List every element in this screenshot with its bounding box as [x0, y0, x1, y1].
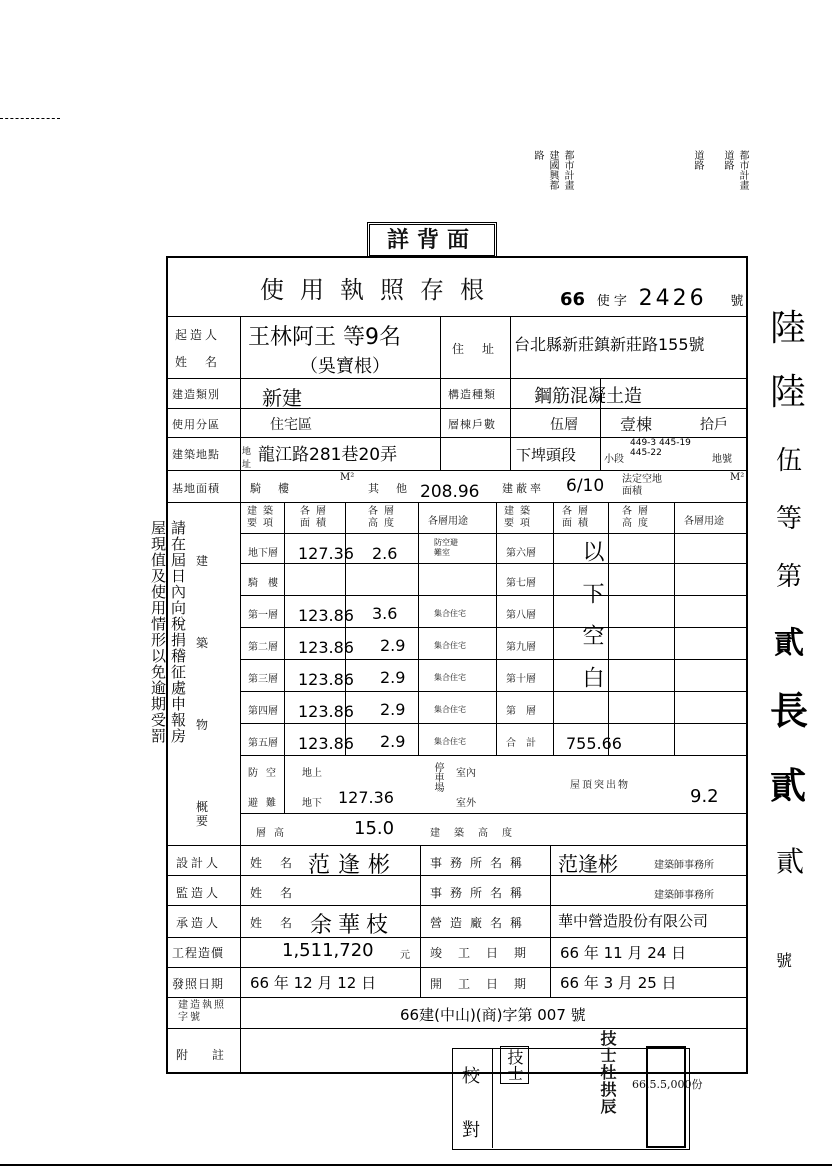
floor-height: 2.9 — [380, 732, 406, 751]
refuge-sub: 地下 — [302, 798, 322, 809]
floor-area: 123.86 — [298, 702, 354, 721]
upper-floor-name: 第六層 — [506, 548, 536, 559]
contractor-firm-label: 營造廠名稱 — [430, 916, 531, 930]
floor-name: 第三層 — [248, 674, 278, 685]
supervisor-office-label: 事務所名稱 — [430, 886, 531, 900]
total-label: 合 計 — [506, 738, 536, 749]
right-top-stamp-line: 道路 — [692, 150, 703, 170]
side-char: 概 — [196, 800, 209, 814]
upper-floor-name: 第九層 — [506, 642, 536, 653]
start-label: 開工日期 — [430, 977, 543, 991]
building-height-label: 建築高度 — [430, 828, 526, 839]
issue-label: 發照日期 — [172, 977, 225, 991]
detail-back-tag — [367, 222, 497, 258]
tech-label: 技士 — [500, 1046, 529, 1084]
parking-in: 室內 — [456, 768, 476, 779]
arcade-unit: M² — [340, 472, 355, 483]
coverage-label: 建蔽率 — [502, 482, 544, 495]
floor-height-value: 15.0 — [354, 818, 395, 839]
right-margin-char: 陸 — [770, 308, 807, 349]
floor-use: 集合住宅 — [434, 609, 466, 618]
type-label: 建造類別 — [172, 388, 220, 401]
side-char: 建 — [196, 554, 209, 568]
right-top-stamp-line: 都市計畫道路 — [722, 150, 748, 190]
floor-name: 第一層 — [248, 610, 278, 621]
hdr-item-right: 建築要項 — [504, 506, 536, 529]
builder-name: 王林阿王 等9名 — [248, 325, 401, 350]
builder-label-1: 起造人 — [175, 328, 221, 342]
cost-label: 工程造價 — [172, 946, 225, 960]
floors-value: 伍層 — [550, 417, 578, 433]
designer-name-label: 姓 名 — [250, 856, 296, 870]
floor-area: 123.86 — [298, 638, 354, 657]
floor-area: 123.86 — [298, 670, 354, 689]
floor-area: 123.86 — [298, 606, 354, 625]
shelter-sub: 地上 — [302, 768, 322, 779]
designer-reg: 建築師事務所 — [654, 860, 714, 871]
permit-number-char: 使 字 — [596, 294, 627, 309]
total-value: 755.66 — [566, 734, 622, 753]
right-top-stamp — [530, 150, 750, 190]
hdr-area-left: 各層面積 — [300, 506, 332, 529]
location-label: 建築地點 — [172, 448, 220, 461]
issue-value: 66 年 12 月 12 日 — [250, 974, 377, 992]
location-value: 龍江路281巷20弄 — [258, 445, 398, 465]
seal-stamp — [646, 1046, 686, 1148]
land-subsection: 小段 — [604, 454, 624, 465]
land-numbers: 449-3 445-19 445-22 — [630, 438, 691, 458]
unit-count: 拾戶 — [700, 417, 728, 433]
refuge-label: 避難 — [248, 798, 284, 809]
address-value: 台北縣新莊鎮新莊路155號 — [514, 335, 705, 354]
contractor-firm: 華中營造股份有限公司 — [558, 912, 709, 930]
floor-name: 第四層 — [248, 706, 278, 717]
form-title-text: 使用執照存根 — [260, 276, 500, 304]
upper-floor-name: 第七層 — [506, 578, 536, 589]
permit-number-prefix: 66 — [560, 289, 586, 310]
parking-label: 停車場 — [432, 762, 443, 792]
shelter-label: 防空 — [248, 768, 284, 779]
cost-value: 1,511,720 — [282, 940, 374, 961]
left-note-col2: 屋現值及使用情形以免逾期受罰 — [149, 520, 167, 744]
complete-label: 竣工日期 — [430, 946, 543, 960]
floor-height: 2.9 — [380, 636, 406, 655]
designer-name: 范逢彬 — [308, 853, 399, 878]
floor-use: 集合住宅 — [434, 737, 466, 746]
below-blank-note: 以下空白 — [579, 540, 604, 708]
refuge-value: 127.36 — [338, 788, 394, 807]
coverage-value: 6/10 — [566, 476, 605, 496]
permit-label: 建造執照字號 — [178, 1000, 226, 1023]
designer-label: 設計人 — [176, 856, 222, 870]
floor-use: 防空避難室 — [434, 538, 458, 557]
roof-label: 屋頂突出物 — [570, 780, 630, 791]
print-note: 66.5.5,000份 — [632, 1078, 703, 1091]
parking-out: 室外 — [456, 798, 476, 809]
permit-value: 66建(中山)(商)字第 007 號 — [400, 1006, 586, 1024]
right-margin-char: 等 — [776, 504, 803, 534]
legal-area-label: 法定空地面積 — [622, 474, 662, 497]
scan-mark — [0, 118, 60, 120]
contractor-name: 余華枝 — [310, 913, 395, 938]
other-value: 208.96 — [420, 482, 480, 502]
zone-label: 使用分區 — [172, 418, 220, 431]
right-margin-char: 貳 — [776, 845, 805, 878]
floor-use: 集合住宅 — [434, 673, 466, 682]
floors-label: 層棟戶數 — [448, 418, 496, 431]
side-char: 要 — [196, 814, 209, 828]
start-value: 66 年 3 月 25 日 — [560, 974, 677, 992]
right-margin-char: 伍 — [776, 446, 803, 476]
check-label-2: 對 — [462, 1120, 480, 1141]
upper-floor-name: 第十層 — [506, 674, 536, 685]
note-label: 附 註 — [176, 1048, 231, 1062]
upper-floor-name: 第八層 — [506, 610, 536, 621]
permit-number-suffix: 號 — [730, 294, 744, 309]
base-area-label: 基地面積 — [172, 482, 220, 495]
hdr-height-right: 各層高度 — [622, 506, 654, 529]
other-label: 其 他 — [368, 482, 410, 495]
supervisor-reg: 建築師事務所 — [654, 890, 714, 901]
right-margin-char: 號 — [776, 951, 793, 970]
legal-area-unit: M² — [730, 472, 745, 483]
right-margin-char: 陸 — [770, 372, 807, 413]
roof-value: 9.2 — [690, 786, 719, 807]
scan-mark — [0, 1164, 832, 1166]
complete-value: 66 年 11 月 24 日 — [560, 944, 687, 962]
floor-name: 第五層 — [248, 738, 278, 749]
right-margin-char: 貳 — [774, 626, 804, 661]
supervisor-label: 監造人 — [176, 886, 222, 900]
floor-use: 集合住宅 — [434, 641, 466, 650]
detail-back-text: 詳背面 — [386, 227, 477, 253]
left-note-col1: 請在屆日內向稅捐稽征處申報房 — [169, 520, 187, 744]
contractor-label: 承造人 — [176, 916, 222, 930]
location-prefix: 地址 — [242, 447, 252, 470]
right-top-stamp-line: 都市計畫 — [562, 150, 573, 190]
supervisor-name-label: 姓 名 — [250, 886, 296, 900]
floor-height: 2.9 — [380, 700, 406, 719]
check-label-1: 校 — [462, 1066, 480, 1087]
address-label: 住 址 — [452, 342, 498, 356]
zone-value: 住宅區 — [270, 417, 312, 433]
type-value: 新建 — [262, 386, 302, 410]
building-count: 壹棟 — [620, 415, 653, 434]
hdr-area-right: 各層面積 — [562, 506, 594, 529]
hdr-use-left: 各層用途 — [428, 516, 468, 527]
structure-value: 鋼筋混凝土造 — [534, 386, 642, 407]
designer-office-label: 事務所名稱 — [430, 856, 531, 870]
builder-sub: （吳寶根） — [300, 356, 390, 377]
floor-height: 2.6 — [372, 544, 398, 563]
side-char: 築 — [196, 636, 209, 650]
floor-area: 123.86 — [298, 734, 354, 753]
floor-name: 騎 樓 — [248, 578, 278, 589]
upper-floor-name: 第 層 — [506, 706, 536, 717]
floor-height: 3.6 — [372, 604, 398, 623]
right-margin-char: 第 — [776, 562, 803, 592]
floor-area: 127.36 — [298, 544, 354, 563]
hdr-use-right: 各層用途 — [684, 516, 724, 527]
floor-height-label: 層高 — [256, 828, 292, 839]
builder-label — [175, 326, 220, 370]
floor-name: 第二層 — [248, 642, 278, 653]
right-margin-char: 長 — [770, 689, 809, 733]
floor-name: 地下層 — [248, 548, 278, 559]
side-char: 物 — [196, 718, 209, 732]
contractor-name-label: 姓 名 — [250, 916, 296, 930]
form-title — [260, 270, 500, 305]
right-margin-char: 貳 — [770, 766, 807, 807]
builder-label-2: 姓 名 — [175, 355, 221, 369]
permit-number-value: 2426 — [638, 286, 707, 311]
floor-height: 2.9 — [380, 668, 406, 687]
land-suffix: 地號 — [712, 454, 732, 465]
land-section: 下埤頭段 — [516, 446, 577, 464]
floor-use: 集合住宅 — [434, 705, 466, 714]
hdr-item-left: 建築要項 — [247, 506, 279, 529]
hdr-height-left: 各層高度 — [368, 506, 400, 529]
arcade-label: 騎 樓 — [250, 482, 292, 495]
building-summary-side-label — [196, 520, 208, 848]
tech-name: 技士杜拱辰 — [598, 1030, 617, 1115]
right-top-stamp-line: 建國興都路 — [532, 150, 558, 190]
cost-unit: 元 — [400, 950, 410, 961]
designer-office: 范逢彬 — [558, 852, 618, 876]
structure-label: 構造種類 — [448, 388, 496, 401]
permit-number — [560, 286, 743, 311]
